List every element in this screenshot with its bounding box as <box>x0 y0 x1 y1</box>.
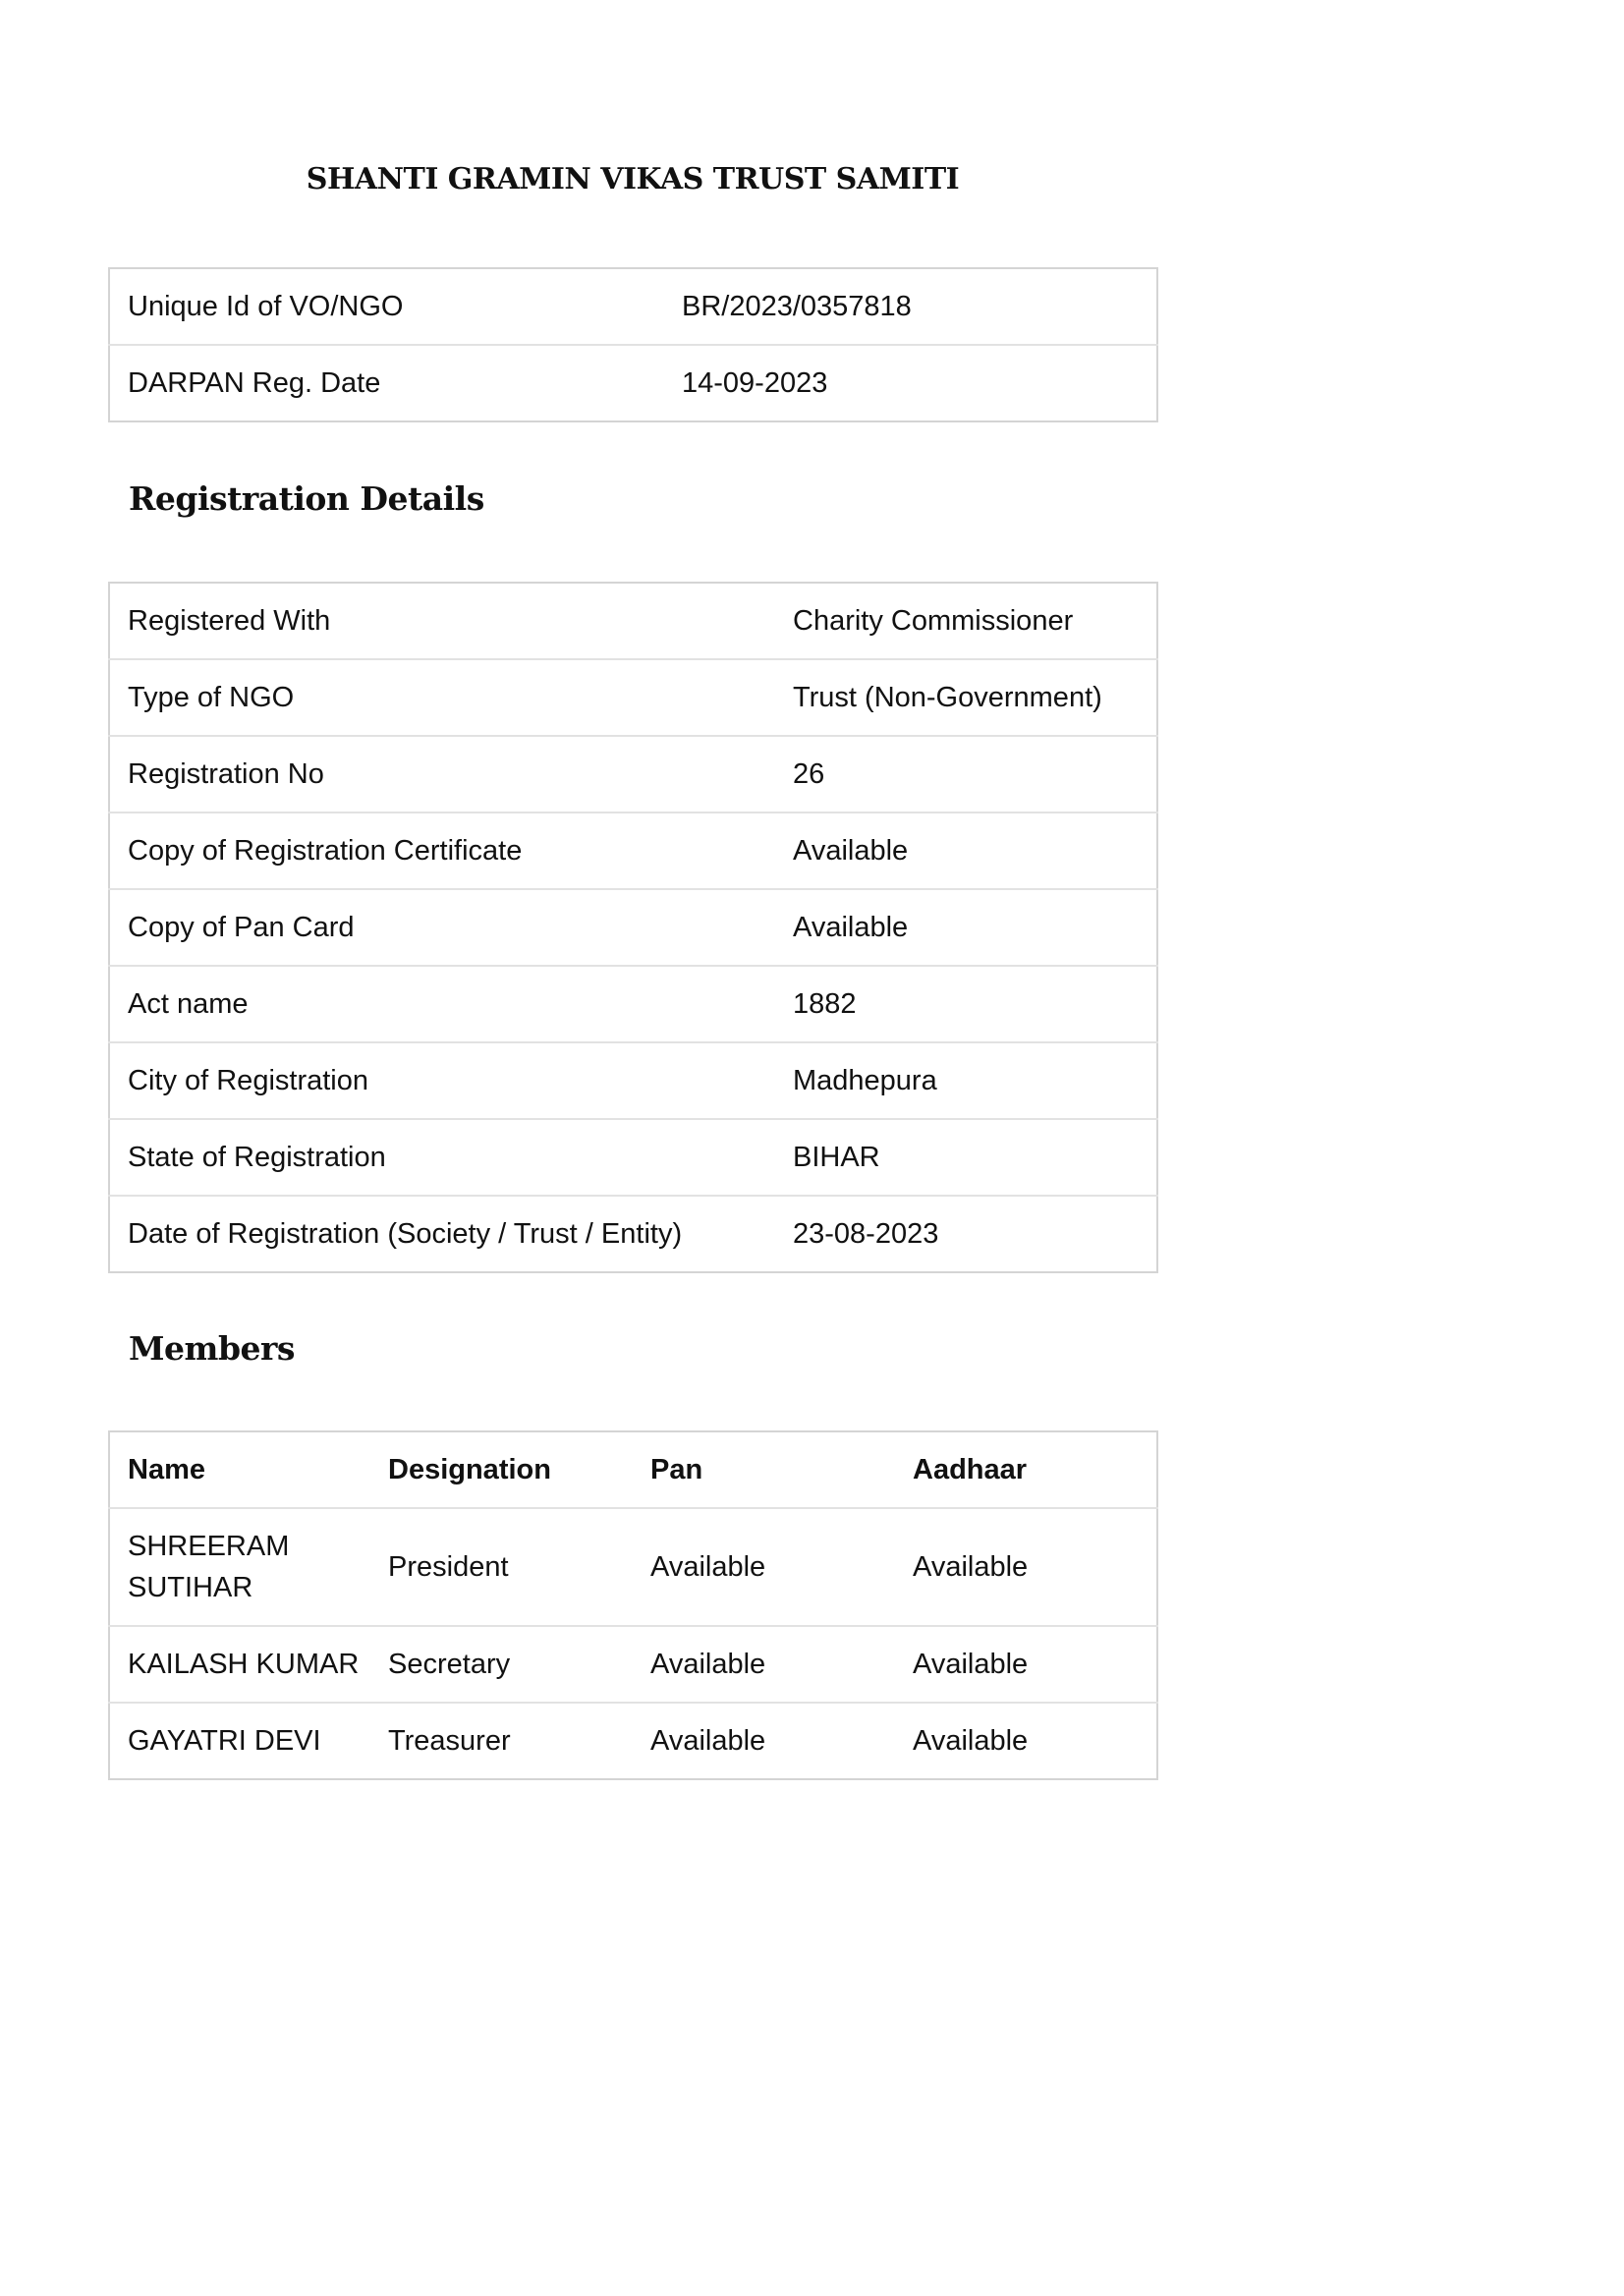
registration-label: Copy of Pan Card <box>109 889 775 966</box>
member-name: KAILASH KUMAR <box>109 1626 370 1703</box>
member-name: SHREERAM SUTIHAR <box>109 1508 370 1626</box>
member-designation: Treasurer <box>370 1703 633 1779</box>
table-row <box>109 1196 1157 1272</box>
column-header-designation: Designation <box>388 1453 551 1485</box>
registration-label: Registered With <box>128 604 331 637</box>
registration-value: Trust (Non-Government) <box>775 659 1157 736</box>
column-header-aadhaar: Aadhaar <box>913 1453 1028 1485</box>
registration-value: 26 <box>775 736 1157 812</box>
table-row <box>109 345 1157 421</box>
table-row <box>109 812 1157 889</box>
darpan-date-label: DARPAN Reg. Date <box>109 345 664 421</box>
table-row <box>109 889 1157 966</box>
registration-value: Madhepura <box>775 1042 1157 1119</box>
registration-label: City of Registration <box>109 1042 775 1119</box>
document-title: SHANTI GRAMIN VIKAS TRUST SAMITI <box>306 162 960 196</box>
column-header-pan: Pan <box>650 1453 703 1485</box>
unique-id-value: BR/2023/0357818 <box>682 290 912 322</box>
member-pan: Available <box>633 1508 895 1626</box>
member-aadhaar: Available <box>895 1703 1157 1779</box>
table-row <box>109 1119 1157 1196</box>
registration-heading: Registration Details <box>129 479 484 518</box>
registration-value: Available <box>775 812 1157 889</box>
registration-label: State of Registration <box>109 1119 775 1196</box>
registration-label: Type of NGO <box>109 659 775 736</box>
member-name: GAYATRI DEVI <box>109 1703 370 1779</box>
members-table <box>108 1430 1158 1780</box>
registration-value: BIHAR <box>775 1119 1157 1196</box>
identity-table <box>108 267 1158 422</box>
table-row <box>109 659 1157 736</box>
registration-label: Date of Registration (Society / Trust / Entity) <box>109 1196 775 1272</box>
column-header-name: Name <box>128 1453 205 1485</box>
table-row <box>109 1703 1157 1779</box>
registration-label: Registration No <box>109 736 775 812</box>
table-row <box>109 736 1157 812</box>
table-row <box>109 1626 1157 1703</box>
registration-label: Copy of Registration Certificate <box>109 812 775 889</box>
member-pan: Available <box>633 1626 895 1703</box>
member-pan: Available <box>633 1703 895 1779</box>
member-aadhaar: Available <box>895 1626 1157 1703</box>
table-row <box>109 966 1157 1042</box>
table-row <box>109 583 1157 659</box>
members-heading: Members <box>129 1329 295 1368</box>
member-designation: President <box>370 1508 633 1626</box>
darpan-date-value: 14-09-2023 <box>664 345 1157 421</box>
table-header-row <box>109 1431 1157 1508</box>
member-aadhaar: Available <box>895 1508 1157 1626</box>
table-row <box>109 268 1157 345</box>
registration-table <box>108 582 1158 1273</box>
registration-value: 23-08-2023 <box>775 1196 1157 1272</box>
table-row <box>109 1508 1157 1626</box>
registration-label: Act name <box>109 966 775 1042</box>
unique-id-label: Unique Id of VO/NGO <box>128 290 404 322</box>
registration-value: Charity Commissioner <box>793 604 1074 637</box>
registration-value: 1882 <box>775 966 1157 1042</box>
registration-value: Available <box>775 889 1157 966</box>
member-designation: Secretary <box>370 1626 633 1703</box>
table-row <box>109 1042 1157 1119</box>
